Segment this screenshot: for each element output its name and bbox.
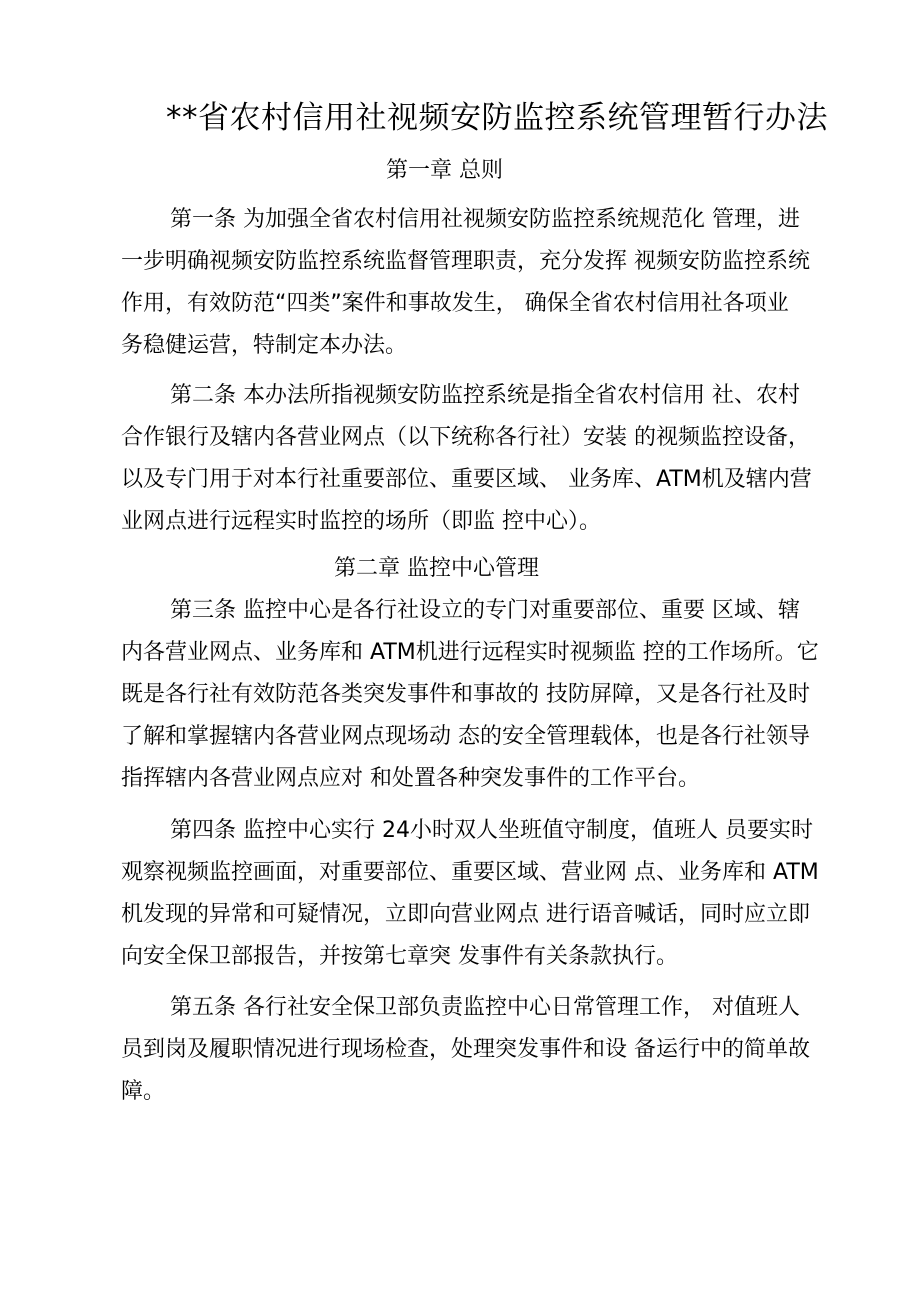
article-3 xyxy=(121,590,881,800)
chapter-1-heading: 第一章 总则 xyxy=(386,158,503,183)
article-5-line: 障。 xyxy=(121,1079,166,1104)
article-3-line: 指挥辖内各营业网点应对 和处置各种突发事件的工作平台。 xyxy=(121,766,700,791)
article-3-line: 内各营业网点、业务库和 ATM机进行远程实时视频监 控的工作场所。它 xyxy=(121,640,819,665)
article-3-line: 既是各行社有效防范各类突发事件和事故的 技防屏障，又是各行社及时 xyxy=(121,682,810,707)
document-title: **省农村信用社视频安防监控系统管理暂行办法 xyxy=(166,100,828,136)
article-1-line: 作用，有效防范“四类”案件和事故发生， 确保全省农村信用社各项业 xyxy=(121,291,789,316)
article-4-line: 向安全保卫部报告，并按第七章突 发事件有关条款执行。 xyxy=(121,944,678,969)
article-4-line: 第四条 监控中心实行 24小时双人坐班值守制度，值班人 员要实时 xyxy=(170,818,813,843)
article-5-line: 员到岗及履职情况进行现场检查，处理突发事件和设 备运行中的简单故 xyxy=(121,1037,810,1062)
article-1 xyxy=(121,199,881,367)
article-3-line: 了解和掌握辖内各营业网点现场动 态的安全管理载体，也是各行社领导 xyxy=(121,724,810,749)
article-1-line: 务稳健运营，特制定本办法。 xyxy=(121,333,408,358)
chapter-2-heading: 第二章 监控中心管理 xyxy=(334,556,539,581)
article-3-line: 第三条 监控中心是各行社设立的专门对重要部位、重要 区域、辖 xyxy=(170,598,800,623)
article-4 xyxy=(121,810,881,978)
article-2-line: 合作银行及辖内各营业网点（以下统称各行社）安装 的视频监控设备， xyxy=(121,425,810,450)
article-2-line: 第二条 本办法所指视频安防监控系统是指全省农村信用 社、农村 xyxy=(170,383,800,408)
article-5-line: 第五条 各行社安全保卫部负责监控中心日常管理工作， 对值班人 xyxy=(170,995,800,1020)
article-1-line: 一步明确视频安防监控系统监督管理职责，充分发挥 视频安防监控系统 xyxy=(121,249,810,274)
article-2-line: 以及专门用于对本行社重要部位、重要区域、 业务库、ATM机及辖内营 xyxy=(121,467,812,492)
article-5 xyxy=(121,987,881,1113)
article-2-line: 业网点进行远程实时监控的场所（即监 控中心）。 xyxy=(121,509,601,534)
article-2 xyxy=(121,375,881,543)
article-1-line: 第一条 为加强全省农村信用社视频安防监控系统规范化 管理，进 xyxy=(170,207,800,232)
article-4-line: 观察视频监控画面，对重要部位、重要区域、营业网 点、业务库和 ATM xyxy=(121,860,819,885)
article-4-line: 机发现的异常和可疑情况，立即向营业网点 进行语音喊话，同时应立即 xyxy=(121,902,810,927)
